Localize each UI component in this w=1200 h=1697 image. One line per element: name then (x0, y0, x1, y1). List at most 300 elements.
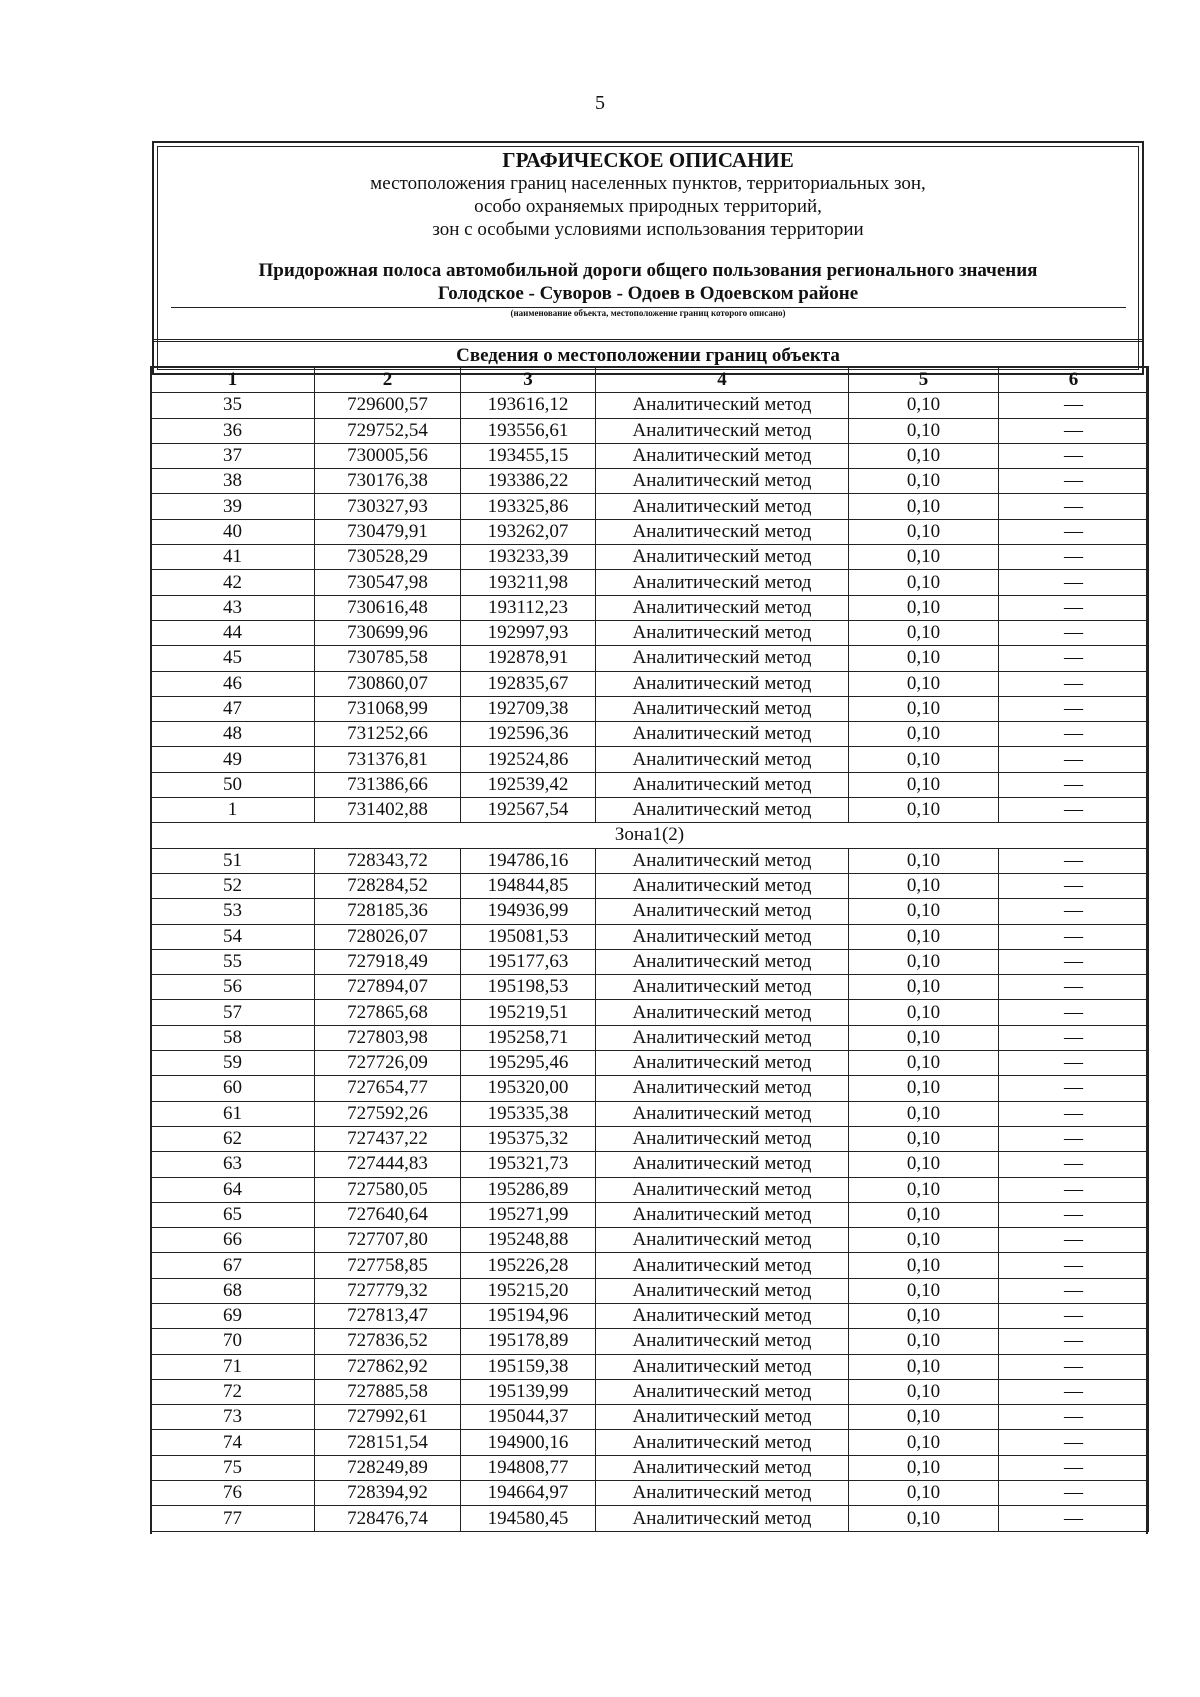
point-number-cell: 76 (151, 1481, 315, 1506)
y-coordinate-cell: 195295,46 (461, 1051, 596, 1076)
table-row (151, 949, 1149, 974)
table-row (151, 519, 1149, 544)
table-row (151, 747, 1149, 772)
accuracy-cell: 0,10 (849, 443, 999, 468)
point-number-cell: 74 (151, 1430, 315, 1455)
x-coordinate-cell: 728343,72 (315, 848, 461, 873)
table-row (151, 1329, 1149, 1354)
y-coordinate-cell: 195219,51 (461, 1000, 596, 1025)
table-row (151, 646, 1149, 671)
x-coordinate-cell: 730176,38 (315, 469, 461, 494)
description-cell: — (999, 418, 1149, 443)
point-number-cell: 38 (151, 469, 315, 494)
accuracy-cell: 0,10 (849, 418, 999, 443)
method-cell: Аналитический метод (596, 1051, 849, 1076)
point-number-cell: 54 (151, 924, 315, 949)
table-row (151, 393, 1149, 418)
document-header (152, 148, 1144, 319)
method-cell: Аналитический метод (596, 924, 849, 949)
y-coordinate-cell: 192835,67 (461, 671, 596, 696)
accuracy-cell: 0,10 (849, 1405, 999, 1430)
table-row (151, 1253, 1149, 1278)
table-row (151, 1126, 1149, 1151)
accuracy-cell: 0,10 (849, 798, 999, 823)
point-number-cell: 49 (151, 747, 315, 772)
accuracy-cell: 0,10 (849, 1379, 999, 1404)
x-coordinate-cell: 728249,89 (315, 1455, 461, 1480)
description-cell: — (999, 1051, 1149, 1076)
method-cell: Аналитический метод (596, 671, 849, 696)
description-cell: — (999, 1228, 1149, 1253)
point-number-cell: 43 (151, 595, 315, 620)
page-number: 5 (595, 92, 605, 114)
y-coordinate-cell: 193211,98 (461, 570, 596, 595)
method-cell: Аналитический метод (596, 1481, 849, 1506)
method-cell: Аналитический метод (596, 1430, 849, 1455)
x-coordinate-cell: 730005,56 (315, 443, 461, 468)
method-cell: Аналитический метод (596, 1354, 849, 1379)
x-coordinate-cell: 727444,83 (315, 1152, 461, 1177)
table-row (151, 1228, 1149, 1253)
column-header-row (151, 367, 1149, 393)
y-coordinate-cell: 194900,16 (461, 1430, 596, 1455)
point-number-cell: 50 (151, 772, 315, 797)
zone-label: Зона1(2) (151, 823, 1149, 848)
method-cell: Аналитический метод (596, 393, 849, 418)
y-coordinate-cell: 194786,16 (461, 848, 596, 873)
description-cell: — (999, 1278, 1149, 1303)
point-number-cell: 67 (151, 1253, 315, 1278)
point-number-cell: 35 (151, 393, 315, 418)
accuracy-cell: 0,10 (849, 924, 999, 949)
table-row (151, 418, 1149, 443)
table-row (151, 1278, 1149, 1303)
description-cell: — (999, 393, 1149, 418)
accuracy-cell: 0,10 (849, 1076, 999, 1101)
y-coordinate-cell: 193455,15 (461, 443, 596, 468)
method-cell: Аналитический метод (596, 519, 849, 544)
point-number-cell: 41 (151, 545, 315, 570)
point-number-cell: 72 (151, 1379, 315, 1404)
point-number-cell: 66 (151, 1228, 315, 1253)
description-cell: — (999, 1152, 1149, 1177)
x-coordinate-cell: 730785,58 (315, 646, 461, 671)
y-coordinate-cell: 195044,37 (461, 1405, 596, 1430)
x-coordinate-cell: 727437,22 (315, 1126, 461, 1151)
description-cell: — (999, 469, 1149, 494)
table-row (151, 469, 1149, 494)
method-cell: Аналитический метод (596, 975, 849, 1000)
table-row (151, 570, 1149, 595)
y-coordinate-cell: 193325,86 (461, 494, 596, 519)
table-row (151, 1303, 1149, 1328)
accuracy-cell: 0,10 (849, 1329, 999, 1354)
method-cell: Аналитический метод (596, 1253, 849, 1278)
x-coordinate-cell: 727885,58 (315, 1379, 461, 1404)
method-cell: Аналитический метод (596, 1228, 849, 1253)
description-cell: — (999, 924, 1149, 949)
description-cell: — (999, 570, 1149, 595)
object-name-caption: (наименование объекта, местоположение границ которого описано) (510, 308, 786, 318)
table-row (151, 443, 1149, 468)
accuracy-cell: 0,10 (849, 1152, 999, 1177)
accuracy-cell: 0,10 (849, 1177, 999, 1202)
method-cell: Аналитический метод (596, 646, 849, 671)
table-row (151, 1101, 1149, 1126)
table-row (151, 620, 1149, 645)
description-cell: — (999, 494, 1149, 519)
y-coordinate-cell: 192567,54 (461, 798, 596, 823)
accuracy-cell: 0,10 (849, 1051, 999, 1076)
table-row (151, 595, 1149, 620)
y-coordinate-cell: 195194,96 (461, 1303, 596, 1328)
method-cell: Аналитический метод (596, 620, 849, 645)
x-coordinate-cell: 727836,52 (315, 1329, 461, 1354)
x-coordinate-cell: 727865,68 (315, 1000, 461, 1025)
y-coordinate-cell: 194664,97 (461, 1481, 596, 1506)
y-coordinate-cell: 194936,99 (461, 899, 596, 924)
x-coordinate-cell: 730528,29 (315, 545, 461, 570)
point-number-cell: 73 (151, 1405, 315, 1430)
coordinates-table-body (151, 367, 1149, 1531)
point-number-cell: 36 (151, 418, 315, 443)
description-cell: — (999, 620, 1149, 645)
description-cell: — (999, 1000, 1149, 1025)
y-coordinate-cell: 195320,00 (461, 1076, 596, 1101)
method-cell: Аналитический метод (596, 722, 849, 747)
table-row (151, 1025, 1149, 1050)
x-coordinate-cell: 730616,48 (315, 595, 461, 620)
object-name-line-2: Голодское - Суворов - Одоев в Одоевском районе (437, 283, 859, 304)
point-number-cell: 56 (151, 975, 315, 1000)
x-coordinate-cell: 731386,66 (315, 772, 461, 797)
x-coordinate-cell: 731252,66 (315, 722, 461, 747)
x-coordinate-cell: 731402,88 (315, 798, 461, 823)
point-number-cell: 46 (151, 671, 315, 696)
table-row (151, 848, 1149, 873)
description-cell: — (999, 1405, 1149, 1430)
description-cell: — (999, 1126, 1149, 1151)
y-coordinate-cell: 192524,86 (461, 747, 596, 772)
method-cell: Аналитический метод (596, 1126, 849, 1151)
subtitle-line-2: особо охраняемых природных территорий, (474, 196, 822, 217)
accuracy-cell: 0,10 (849, 1278, 999, 1303)
description-cell: — (999, 696, 1149, 721)
table-row (151, 494, 1149, 519)
column-header: 3 (461, 367, 596, 393)
x-coordinate-cell: 730327,93 (315, 494, 461, 519)
point-number-cell: 55 (151, 949, 315, 974)
x-coordinate-cell: 731376,81 (315, 747, 461, 772)
table-row (151, 1051, 1149, 1076)
description-cell: — (999, 1481, 1149, 1506)
accuracy-cell: 0,10 (849, 393, 999, 418)
method-cell: Аналитический метод (596, 1506, 849, 1531)
point-number-cell: 53 (151, 899, 315, 924)
method-cell: Аналитический метод (596, 873, 849, 898)
y-coordinate-cell: 193262,07 (461, 519, 596, 544)
description-cell: — (999, 798, 1149, 823)
description-cell: — (999, 747, 1149, 772)
y-coordinate-cell: 192596,36 (461, 722, 596, 747)
accuracy-cell: 0,10 (849, 570, 999, 595)
point-number-cell: 57 (151, 1000, 315, 1025)
x-coordinate-cell: 727580,05 (315, 1177, 461, 1202)
point-number-cell: 77 (151, 1506, 315, 1531)
method-cell: Аналитический метод (596, 1152, 849, 1177)
accuracy-cell: 0,10 (849, 519, 999, 544)
y-coordinate-cell: 193616,12 (461, 393, 596, 418)
table-row (151, 798, 1149, 823)
point-number-cell: 62 (151, 1126, 315, 1151)
y-coordinate-cell: 192539,42 (461, 772, 596, 797)
accuracy-cell: 0,10 (849, 545, 999, 570)
accuracy-cell: 0,10 (849, 469, 999, 494)
point-number-cell: 39 (151, 494, 315, 519)
table-row (151, 1430, 1149, 1455)
description-cell: — (999, 949, 1149, 974)
description-cell: — (999, 848, 1149, 873)
description-cell: — (999, 1455, 1149, 1480)
y-coordinate-cell: 194580,45 (461, 1506, 596, 1531)
y-coordinate-cell: 194844,85 (461, 873, 596, 898)
x-coordinate-cell: 727918,49 (315, 949, 461, 974)
table-row (151, 1202, 1149, 1227)
description-cell: — (999, 899, 1149, 924)
accuracy-cell: 0,10 (849, 975, 999, 1000)
column-header: 4 (596, 367, 849, 393)
column-header: 5 (849, 367, 999, 393)
accuracy-cell: 0,10 (849, 873, 999, 898)
description-cell: — (999, 1025, 1149, 1050)
accuracy-cell: 0,10 (849, 1455, 999, 1480)
method-cell: Аналитический метод (596, 1278, 849, 1303)
y-coordinate-cell: 195286,89 (461, 1177, 596, 1202)
x-coordinate-cell: 728476,74 (315, 1506, 461, 1531)
description-cell: — (999, 1253, 1149, 1278)
column-header: 2 (315, 367, 461, 393)
method-cell: Аналитический метод (596, 772, 849, 797)
accuracy-cell: 0,10 (849, 899, 999, 924)
method-cell: Аналитический метод (596, 1025, 849, 1050)
y-coordinate-cell: 192709,38 (461, 696, 596, 721)
y-coordinate-cell: 195215,20 (461, 1278, 596, 1303)
x-coordinate-cell: 730547,98 (315, 570, 461, 595)
x-coordinate-cell: 728394,92 (315, 1481, 461, 1506)
description-cell: — (999, 545, 1149, 570)
point-number-cell: 1 (151, 798, 315, 823)
x-coordinate-cell: 727779,32 (315, 1278, 461, 1303)
point-number-cell: 60 (151, 1076, 315, 1101)
x-coordinate-cell: 727894,07 (315, 975, 461, 1000)
table-row (151, 671, 1149, 696)
point-number-cell: 51 (151, 848, 315, 873)
x-coordinate-cell: 729600,57 (315, 393, 461, 418)
table-row (151, 722, 1149, 747)
y-coordinate-cell: 192997,93 (461, 620, 596, 645)
point-number-cell: 45 (151, 646, 315, 671)
y-coordinate-cell: 193386,22 (461, 469, 596, 494)
y-coordinate-cell: 194808,77 (461, 1455, 596, 1480)
x-coordinate-cell: 728026,07 (315, 924, 461, 949)
table-row (151, 772, 1149, 797)
method-cell: Аналитический метод (596, 1076, 849, 1101)
accuracy-cell: 0,10 (849, 620, 999, 645)
y-coordinate-cell: 195375,32 (461, 1126, 596, 1151)
description-cell: — (999, 1101, 1149, 1126)
method-cell: Аналитический метод (596, 1202, 849, 1227)
table-row (151, 1000, 1149, 1025)
description-cell: — (999, 1329, 1149, 1354)
method-cell: Аналитический метод (596, 1101, 849, 1126)
y-coordinate-cell: 195248,88 (461, 1228, 596, 1253)
point-number-cell: 59 (151, 1051, 315, 1076)
y-coordinate-cell: 195226,28 (461, 1253, 596, 1278)
object-name-line-1: Придорожная полоса автомобильной дороги общего пользования регионального значения (258, 260, 1038, 281)
x-coordinate-cell: 730860,07 (315, 671, 461, 696)
point-number-cell: 44 (151, 620, 315, 645)
method-cell: Аналитический метод (596, 1405, 849, 1430)
method-cell: Аналитический метод (596, 1177, 849, 1202)
table-outer-border-left (150, 366, 152, 1534)
method-cell: Аналитический метод (596, 798, 849, 823)
description-cell: — (999, 722, 1149, 747)
description-cell: — (999, 1354, 1149, 1379)
point-number-cell: 40 (151, 519, 315, 544)
method-cell: Аналитический метод (596, 545, 849, 570)
x-coordinate-cell: 730479,91 (315, 519, 461, 544)
y-coordinate-cell: 193112,23 (461, 595, 596, 620)
column-header: 6 (999, 367, 1149, 393)
subtitle-line-3: зон с особыми условиями использования территории (432, 219, 864, 240)
point-number-cell: 63 (151, 1152, 315, 1177)
x-coordinate-cell: 729752,54 (315, 418, 461, 443)
table-row (151, 545, 1149, 570)
method-cell: Аналитический метод (596, 949, 849, 974)
description-cell: — (999, 1202, 1149, 1227)
y-coordinate-cell: 195271,99 (461, 1202, 596, 1227)
description-cell: — (999, 1430, 1149, 1455)
point-number-cell: 42 (151, 570, 315, 595)
point-number-cell: 71 (151, 1354, 315, 1379)
method-cell: Аналитический метод (596, 443, 849, 468)
x-coordinate-cell: 727654,77 (315, 1076, 461, 1101)
accuracy-cell: 0,10 (849, 1506, 999, 1531)
method-cell: Аналитический метод (596, 1000, 849, 1025)
table-row (151, 1455, 1149, 1480)
x-coordinate-cell: 727992,61 (315, 1405, 461, 1430)
accuracy-cell: 0,10 (849, 1101, 999, 1126)
accuracy-cell: 0,10 (849, 671, 999, 696)
table-row (151, 1076, 1149, 1101)
accuracy-cell: 0,10 (849, 772, 999, 797)
table-row (151, 1481, 1149, 1506)
point-number-cell: 69 (151, 1303, 315, 1328)
method-cell: Аналитический метод (596, 469, 849, 494)
table-row (151, 1506, 1149, 1531)
point-number-cell: 70 (151, 1329, 315, 1354)
method-cell: Аналитический метод (596, 747, 849, 772)
accuracy-cell: 0,10 (849, 1025, 999, 1050)
x-coordinate-cell: 727726,09 (315, 1051, 461, 1076)
column-header: 1 (151, 367, 315, 393)
accuracy-cell: 0,10 (849, 722, 999, 747)
y-coordinate-cell: 195159,38 (461, 1354, 596, 1379)
description-cell: — (999, 671, 1149, 696)
accuracy-cell: 0,10 (849, 1253, 999, 1278)
x-coordinate-cell: 727862,92 (315, 1354, 461, 1379)
description-cell: — (999, 1177, 1149, 1202)
point-number-cell: 61 (151, 1101, 315, 1126)
accuracy-cell: 0,10 (849, 646, 999, 671)
x-coordinate-cell: 728185,36 (315, 899, 461, 924)
x-coordinate-cell: 730699,96 (315, 620, 461, 645)
point-number-cell: 65 (151, 1202, 315, 1227)
table-row (151, 1379, 1149, 1404)
accuracy-cell: 0,10 (849, 696, 999, 721)
table-outer-border-right (1146, 366, 1148, 1534)
method-cell: Аналитический метод (596, 899, 849, 924)
accuracy-cell: 0,10 (849, 1303, 999, 1328)
description-cell: — (999, 646, 1149, 671)
description-cell: — (999, 1379, 1149, 1404)
accuracy-cell: 0,10 (849, 1202, 999, 1227)
y-coordinate-cell: 195335,38 (461, 1101, 596, 1126)
point-number-cell: 68 (151, 1278, 315, 1303)
x-coordinate-cell: 727803,98 (315, 1025, 461, 1050)
method-cell: Аналитический метод (596, 1379, 849, 1404)
subtitle-line-1: местоположения границ населенных пунктов, территориальных зон, (370, 173, 926, 194)
x-coordinate-cell: 727813,47 (315, 1303, 461, 1328)
y-coordinate-cell: 195321,73 (461, 1152, 596, 1177)
y-coordinate-cell: 193233,39 (461, 545, 596, 570)
accuracy-cell: 0,10 (849, 747, 999, 772)
accuracy-cell: 0,10 (849, 1228, 999, 1253)
y-coordinate-cell: 193556,61 (461, 418, 596, 443)
table-row (151, 924, 1149, 949)
accuracy-cell: 0,10 (849, 848, 999, 873)
y-coordinate-cell: 195258,71 (461, 1025, 596, 1050)
y-coordinate-cell: 195198,53 (461, 975, 596, 1000)
section-title: Сведения о местоположении границ объекта (152, 339, 1144, 366)
method-cell: Аналитический метод (596, 494, 849, 519)
description-cell: — (999, 873, 1149, 898)
point-number-cell: 52 (151, 873, 315, 898)
point-number-cell: 48 (151, 722, 315, 747)
method-cell: Аналитический метод (596, 696, 849, 721)
accuracy-cell: 0,10 (849, 1481, 999, 1506)
method-cell: Аналитический метод (596, 848, 849, 873)
table-row (151, 696, 1149, 721)
accuracy-cell: 0,10 (849, 1126, 999, 1151)
description-cell: — (999, 1303, 1149, 1328)
table-row (151, 873, 1149, 898)
point-number-cell: 64 (151, 1177, 315, 1202)
y-coordinate-cell: 195139,99 (461, 1379, 596, 1404)
accuracy-cell: 0,10 (849, 1354, 999, 1379)
point-number-cell: 75 (151, 1455, 315, 1480)
method-cell: Аналитический метод (596, 1455, 849, 1480)
x-coordinate-cell: 728284,52 (315, 873, 461, 898)
zone-row (151, 823, 1149, 848)
x-coordinate-cell: 727707,80 (315, 1228, 461, 1253)
description-cell: — (999, 519, 1149, 544)
method-cell: Аналитический метод (596, 1303, 849, 1328)
accuracy-cell: 0,10 (849, 595, 999, 620)
method-cell: Аналитический метод (596, 595, 849, 620)
x-coordinate-cell: 727592,26 (315, 1101, 461, 1126)
y-coordinate-cell: 195081,53 (461, 924, 596, 949)
